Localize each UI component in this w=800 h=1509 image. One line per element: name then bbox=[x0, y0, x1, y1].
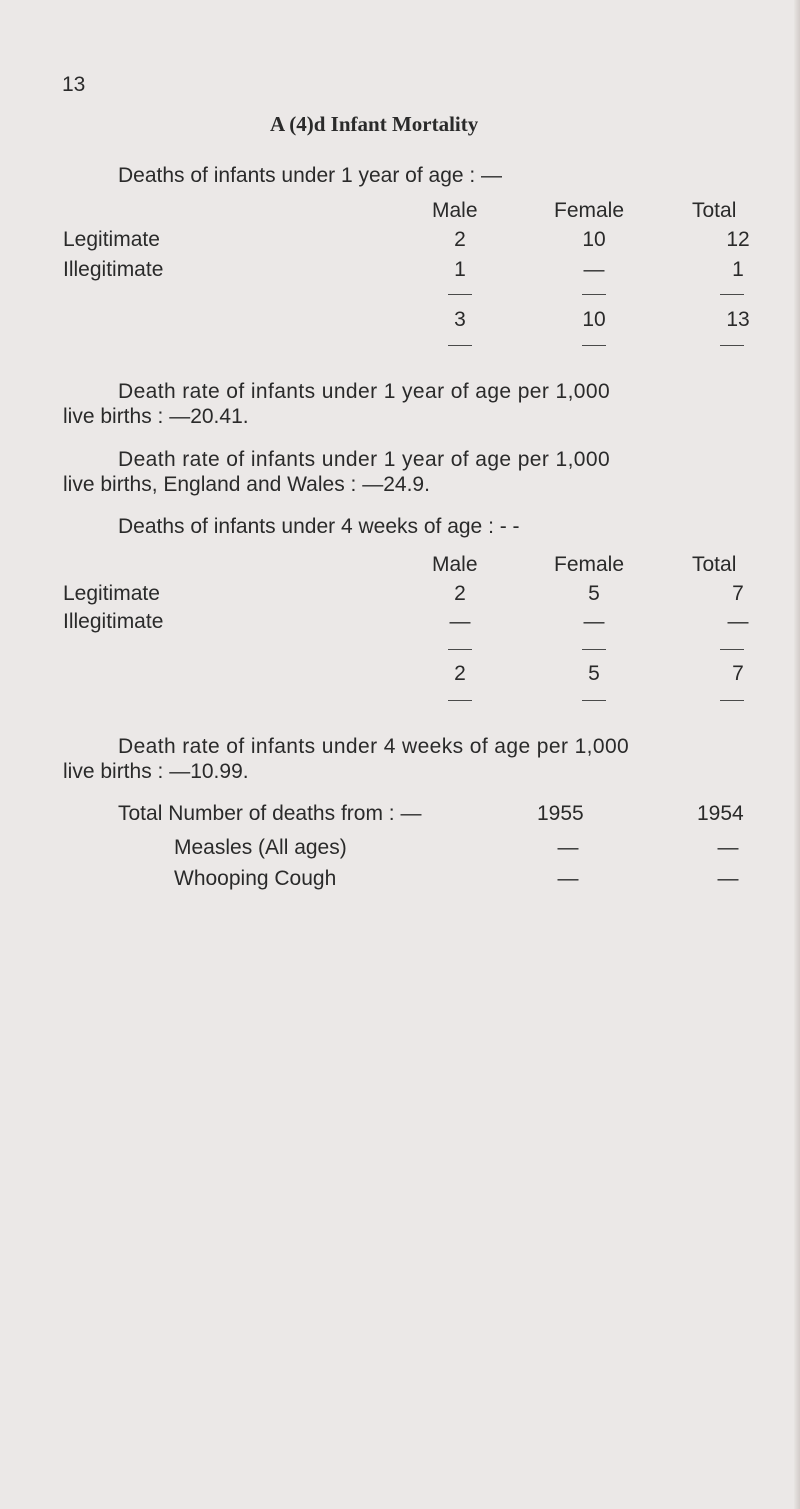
sum-rule bbox=[720, 649, 744, 650]
sum-rule bbox=[720, 294, 744, 295]
section1-row-label: Legitimate bbox=[63, 228, 160, 251]
section1-cell: 1 bbox=[454, 258, 466, 281]
section3-row-label: Measles (All ages) bbox=[174, 836, 347, 859]
section1-col-total: Total bbox=[692, 199, 737, 222]
sum-rule bbox=[582, 649, 606, 650]
section1-cell: 1 bbox=[732, 258, 744, 281]
sum-rule bbox=[582, 345, 606, 346]
section2-cell: 2 bbox=[454, 582, 466, 605]
section1-total-cell: 10 bbox=[582, 308, 606, 331]
sum-rule bbox=[448, 649, 472, 650]
section2-total-cell: 7 bbox=[732, 662, 744, 685]
page-edge bbox=[794, 0, 800, 1509]
section2-heading: Deaths of infants under 4 weeks of age : - - bbox=[118, 515, 520, 538]
sum-rule bbox=[582, 294, 606, 295]
section2-row-label: Legitimate bbox=[63, 582, 160, 605]
section2-cell: 5 bbox=[588, 582, 600, 605]
section2-cell: 7 bbox=[732, 582, 744, 605]
paragraph-line: Death rate of infants under 1 year of age per 1,000 bbox=[118, 380, 611, 403]
section2-total-cell: 5 bbox=[588, 662, 600, 685]
paragraph-line: live births : —20.41. bbox=[63, 405, 249, 428]
section1-total-cell: 13 bbox=[726, 308, 750, 331]
paragraph-line: live births, England and Wales : —24.9. bbox=[63, 473, 430, 496]
section3-row-label: Whooping Cough bbox=[174, 867, 337, 890]
section1-col-male: Male bbox=[432, 199, 478, 222]
section1-cell: 12 bbox=[726, 228, 750, 251]
sum-rule bbox=[720, 700, 744, 701]
section3-cell: — bbox=[557, 867, 579, 890]
sum-rule bbox=[448, 345, 472, 346]
paragraph-line: Death rate of infants under 4 weeks of age per 1,000 bbox=[118, 735, 630, 758]
section2-cell: — bbox=[583, 610, 605, 633]
section1-total-cell: 3 bbox=[454, 308, 466, 331]
sum-rule bbox=[720, 345, 744, 346]
section1-heading: Deaths of infants under 1 year of age : — bbox=[118, 164, 503, 187]
sum-rule bbox=[448, 294, 472, 295]
sum-rule bbox=[582, 700, 606, 701]
section3-year: 1954 bbox=[697, 802, 744, 825]
section3-heading: Total Number of deaths from : — bbox=[118, 802, 422, 825]
page-number: 13 bbox=[62, 73, 86, 96]
section3-cell: — bbox=[717, 836, 739, 859]
section2-col-total: Total bbox=[692, 553, 737, 576]
section3-cell: — bbox=[717, 867, 739, 890]
section2-total-cell: 2 bbox=[454, 662, 466, 685]
section3-cell: — bbox=[557, 836, 579, 859]
section2-col-female: Female bbox=[554, 553, 625, 576]
paragraph-line: Death rate of infants under 1 year of age per 1,000 bbox=[118, 448, 611, 471]
section2-col-male: Male bbox=[432, 553, 478, 576]
section2-cell: — bbox=[449, 610, 471, 633]
section2-cell: — bbox=[727, 610, 749, 633]
section1-cell: 10 bbox=[582, 228, 606, 251]
sum-rule bbox=[448, 700, 472, 701]
section1-col-female: Female bbox=[554, 199, 625, 222]
paragraph-line: live births : —10.99. bbox=[63, 760, 249, 783]
section1-row-label: Illegitimate bbox=[63, 258, 164, 281]
section3-year: 1955 bbox=[537, 802, 584, 825]
section2-row-label: Illegitimate bbox=[63, 610, 164, 633]
section1-cell: 2 bbox=[454, 228, 466, 251]
section1-cell: — bbox=[583, 258, 605, 281]
page-title: A (4)d Infant Mortality bbox=[270, 112, 479, 136]
